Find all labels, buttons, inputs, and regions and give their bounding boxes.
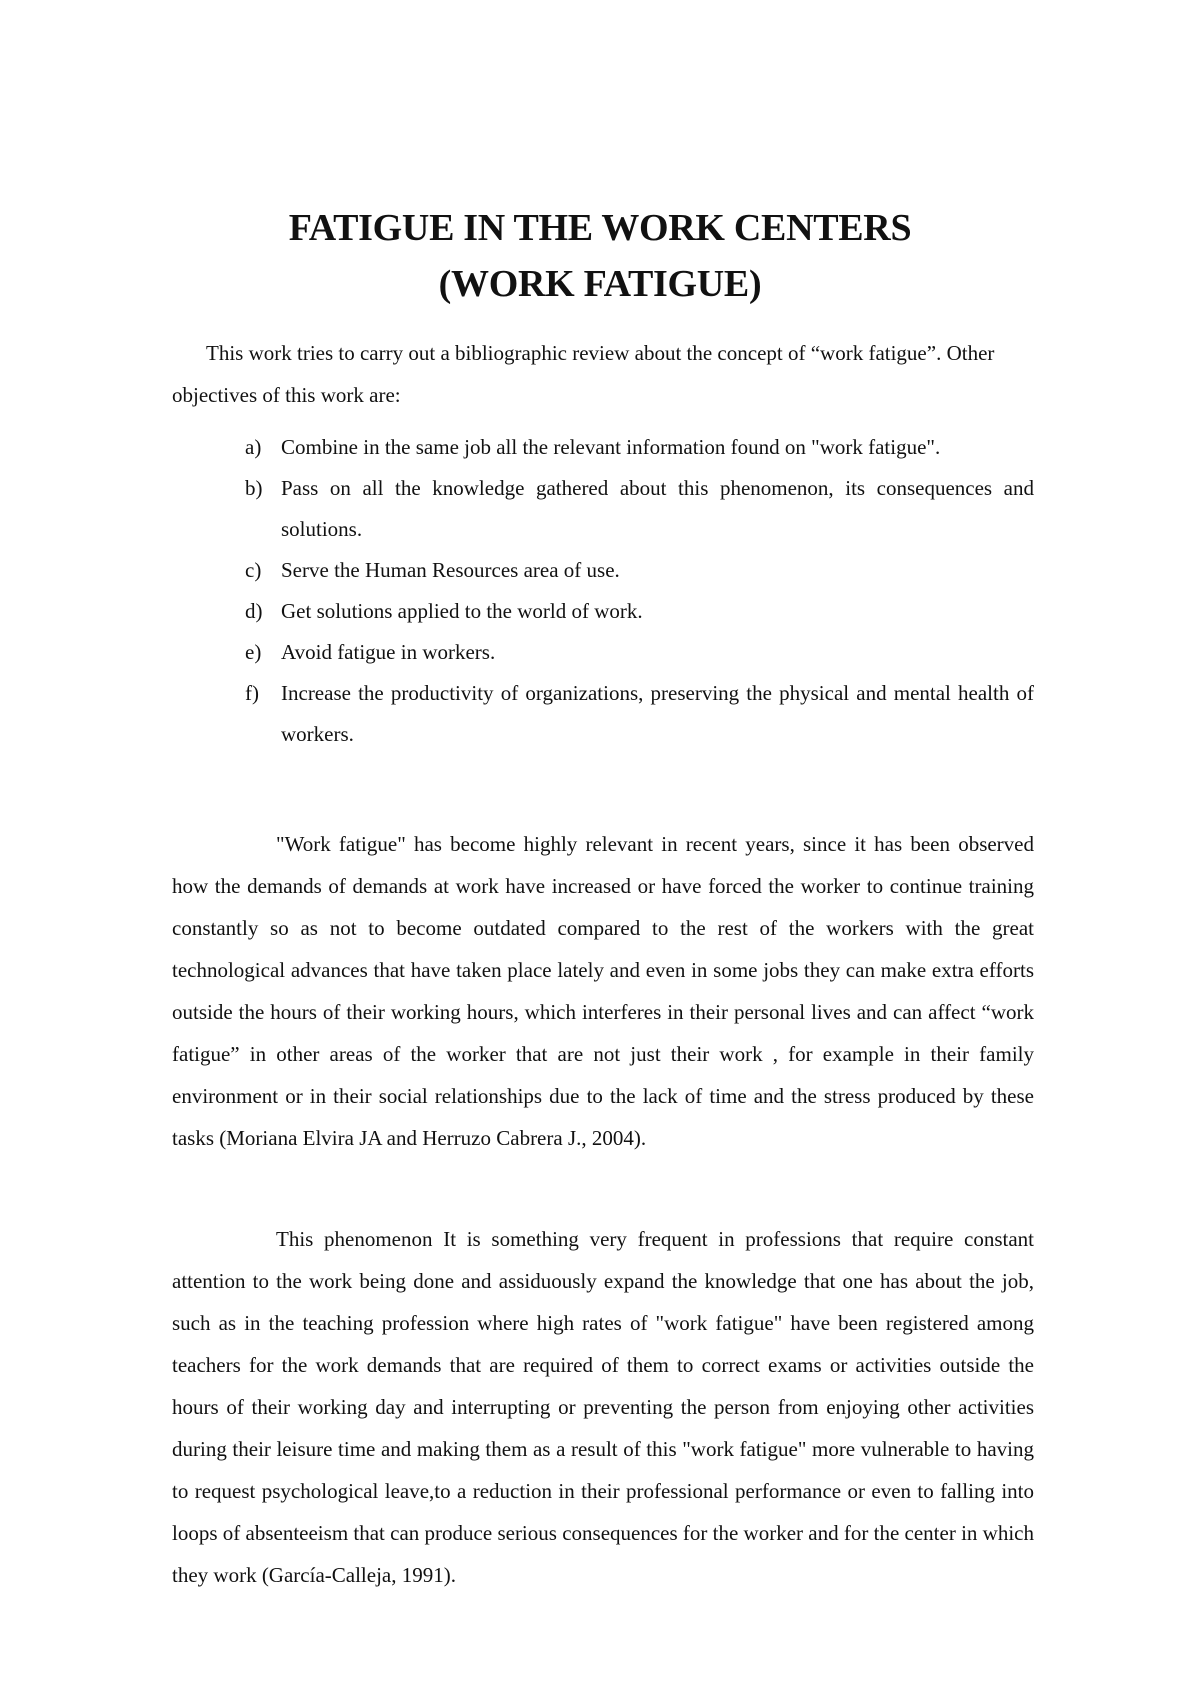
list-item [245, 673, 1034, 755]
document-title [0, 200, 1200, 312]
list-marker: d) [245, 599, 263, 623]
title-line-1: FATIGUE IN THE WORK CENTERS [288, 207, 912, 249]
list-marker: a) [245, 435, 262, 459]
body-paragraph-2: This phenomenon It is something very frequent in professions that require constant attention to the work being done and assiduously expand the knowledge that one has about the job, such as in the teaching profession where high rates of "work fatigue" have been registered among teachers for the work demands that are required of them to correct exams or activities outside the hours of their working day and interrupting or preventing the person from enjoying other activities during their leisure time and making them as a result of this "work fatigue" more vulnerable to having to request psychological leave,to a reduction in their professional performance or even to falling into loops of absenteeism that can produce serious consequences for the worker and for the center in which they work (García-Calleja, 1991). [172, 1227, 1034, 1587]
body-paragraph-1: "Work fatigue" has become highly relevant in recent years, since it has been observed how the demands of demands at work have increased or have forced the worker to continue training constantly so as not to become outdated compared to the rest of the workers with the great technological advances that have taken place lately and even in some jobs they can make extra efforts outside the hours of their working hours, which interferes in their personal lives and can affect “work fatigue” in other areas of the worker that are not just their work , for example in their family environment or in their social relationships due to the lack of time and the stress produced by these tasks (Moriana Elvira JA and Herruzo Cabrera J., 2004). [172, 832, 1034, 1150]
title-line-2: (WORK FATIGUE) [438, 263, 762, 305]
intro-paragraph: This work tries to carry out a bibliographic review about the concept of “work fatigue”. Other objectives of this work are: [172, 341, 995, 407]
objectives-list [245, 427, 1034, 755]
list-item [245, 468, 1034, 550]
list-item-text: Combine in the same job all the relevant information found on "work fatigue". [281, 435, 941, 459]
list-marker: b) [245, 476, 263, 500]
list-item-text: Serve the Human Resources area of use. [281, 558, 620, 582]
list-marker: c) [245, 558, 262, 582]
list-item-text: Pass on all the knowledge gathered about this phenomenon, its consequences and solutions. [281, 476, 1034, 541]
list-item [245, 550, 1034, 591]
list-marker: f) [245, 681, 259, 705]
list-item [245, 427, 1034, 468]
list-marker: e) [245, 640, 262, 664]
list-item [245, 591, 1034, 632]
list-item-text: Get solutions applied to the world of work. [281, 599, 643, 623]
list-item [245, 632, 1034, 673]
list-item-text: Avoid fatigue in workers. [281, 640, 496, 664]
list-item-text: Increase the productivity of organizations, preserving the physical and mental health of workers. [281, 681, 1034, 746]
